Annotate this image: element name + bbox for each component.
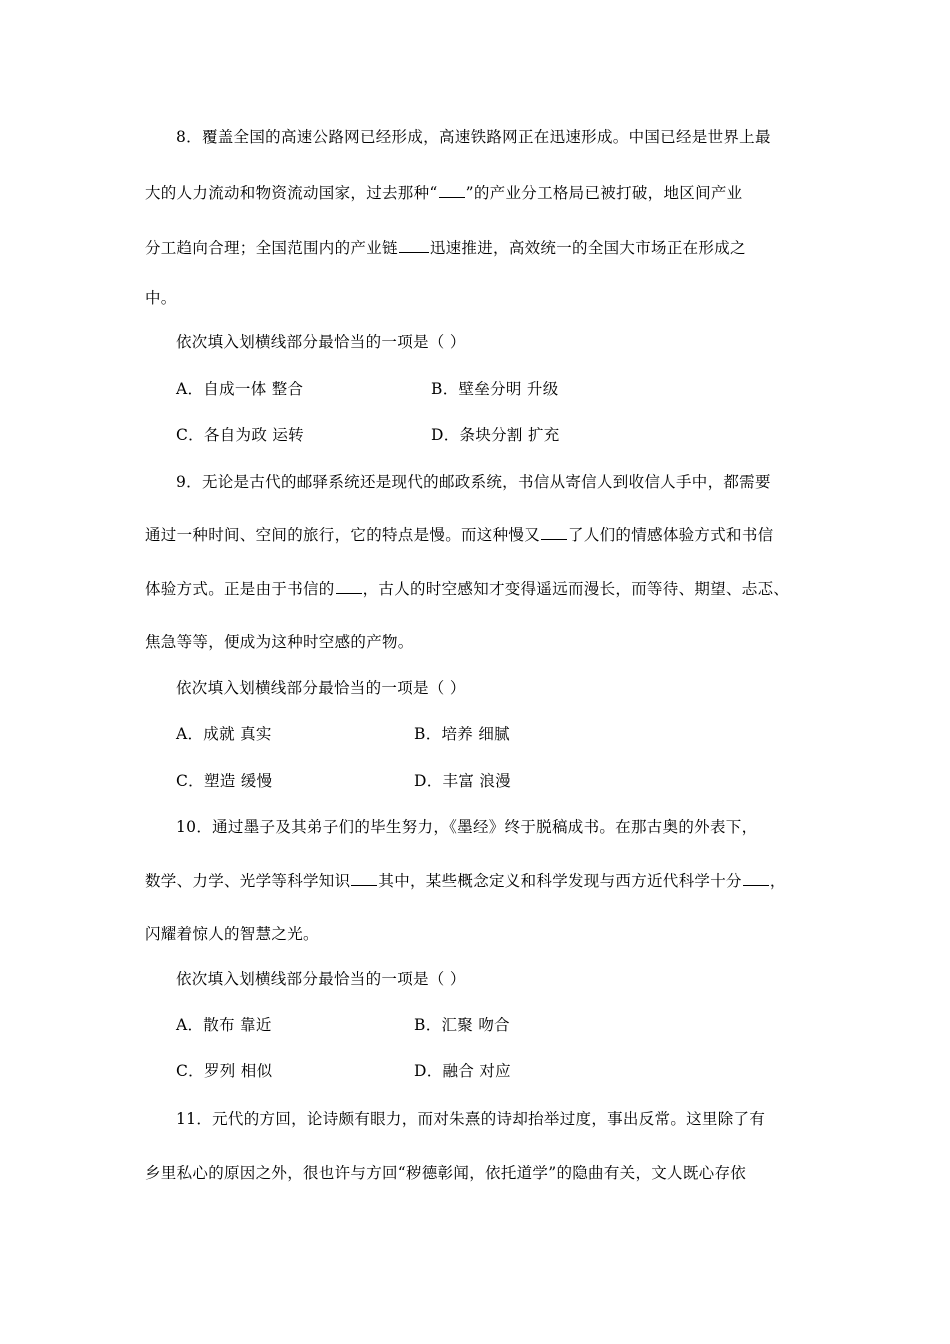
blank-underline bbox=[541, 526, 567, 540]
q8-line-3 bbox=[145, 238, 746, 258]
q9-option-d: D．丰富 浪漫 bbox=[414, 772, 511, 790]
blank-underline bbox=[399, 239, 429, 253]
q8-line-3-b: 迅速推进，高效统一的全国大市场正在形成之 bbox=[429, 239, 746, 257]
q8-option-a: A．自成一体 整合 bbox=[176, 380, 304, 398]
q8-option-b: B．壁垒分明 升级 bbox=[431, 380, 559, 398]
q10-line-2-c: ， bbox=[769, 872, 786, 890]
q8-line-2-b: ”的产业分工格局已被打破，地区间产业 bbox=[465, 184, 743, 202]
q9-line-1: 9．无论是古代的邮驿系统还是现代的邮政系统，书信从寄信人到收信人手中，都需要 bbox=[176, 473, 771, 491]
q9-line-3-b: ，古人的时空感知才变得遥远而漫长，而等待、期望、忐忑、 bbox=[362, 580, 790, 598]
q9-option-b: B．培养 细腻 bbox=[414, 725, 510, 743]
q8-line-1: 8．覆盖全国的高速公路网已经形成，高速铁路网正在迅速形成。中国已经是世界上最 bbox=[176, 128, 771, 146]
q9-option-c: C．塑造 缓慢 bbox=[176, 772, 273, 790]
q10-option-c: C．罗列 相似 bbox=[176, 1062, 273, 1080]
q10-option-a: A．散布 靠近 bbox=[176, 1016, 272, 1034]
q9-line-4: 焦急等等，便成为这种时空感的产物。 bbox=[145, 633, 414, 651]
blank-underline bbox=[351, 872, 377, 886]
q8-option-c: C．各自为政 运转 bbox=[176, 426, 304, 444]
q10-prompt: 依次填入划横线部分最恰当的一项是（ ） bbox=[176, 970, 466, 988]
q8-line-2-a: 大的人力流动和物资流动国家，过去那种“ bbox=[145, 184, 438, 202]
q11-line-1: 11．元代的方回，论诗颇有眼力，而对朱熹的诗却抬举过度，事出反常。这里除了有 bbox=[176, 1110, 766, 1128]
blank-underline bbox=[743, 872, 769, 886]
q8-option-d: D．条块分割 扩充 bbox=[431, 426, 560, 444]
q10-line-3: 闪耀着惊人的智慧之光。 bbox=[145, 925, 319, 943]
q11-line-2: 乡里私心的原因之外，很也许与方回“秽德彰闻，依托道学”的隐曲有关，文人既心存依 bbox=[145, 1164, 747, 1182]
q10-line-1: 10．通过墨子及其弟子们的毕生努力，《墨经》终于脱稿成书。在那古奥的外表下， bbox=[176, 818, 758, 836]
q9-prompt: 依次填入划横线部分最恰当的一项是（ ） bbox=[176, 679, 466, 697]
q9-line-2-b: 了人们的情感体验方式和书信 bbox=[568, 526, 774, 544]
q9-line-3 bbox=[145, 579, 789, 599]
q8-line-4: 中。 bbox=[145, 289, 177, 307]
q10-line-2 bbox=[145, 871, 786, 891]
q10-option-d: D．融合 对应 bbox=[414, 1062, 511, 1080]
q10-option-b: B．汇聚 吻合 bbox=[414, 1016, 510, 1034]
blank-underline bbox=[336, 580, 362, 594]
q10-line-2-a: 数学、力学、光学等科学知识 bbox=[145, 872, 351, 890]
q9-line-3-a: 体验方式。正是由于书信的 bbox=[145, 580, 335, 598]
q8-prompt: 依次填入划横线部分最恰当的一项是（ ） bbox=[176, 333, 466, 351]
q8-line-2 bbox=[145, 183, 742, 203]
blank-underline bbox=[439, 184, 465, 198]
q10-line-2-b: 其中，某些概念定义和科学发现与西方近代科学十分 bbox=[378, 872, 742, 890]
q8-line-3-a: 分工趋向合理；全国范围内的产业链 bbox=[145, 239, 398, 257]
q9-option-a: A．成就 真实 bbox=[176, 725, 272, 743]
q9-line-2-a: 通过一种时间、空间的旅行，它的特点是慢。而这种慢又 bbox=[145, 526, 541, 544]
q9-line-2 bbox=[145, 525, 773, 545]
